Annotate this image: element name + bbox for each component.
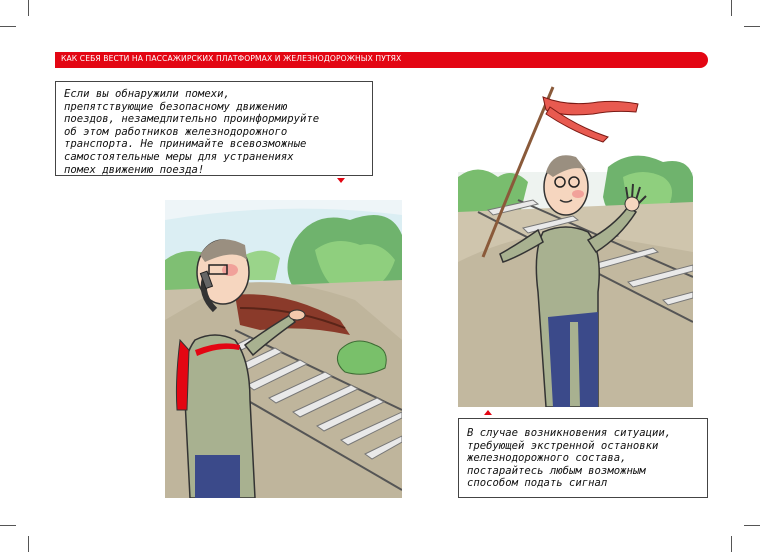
left-caption-box: Если вы обнаружили помехи, препятствующие безопасному движению поездов, незамедлительно проинформируйте об этом работников железнодорожного транспорта. Не принимайте всевозможные самостоятельные меры для устранениях помех движению поезда! bbox=[55, 81, 373, 176]
crop-mark bbox=[731, 0, 732, 16]
right-caption-pointer bbox=[484, 410, 492, 415]
crop-mark bbox=[744, 26, 760, 27]
right-caption-box: В случае возникновения ситуации, требующей экстренной остановки железнодорожного состава, постарайтесь любым возможным способом подать сигнал bbox=[458, 418, 708, 498]
crop-mark bbox=[0, 525, 16, 526]
section-header bbox=[55, 52, 708, 68]
crop-mark bbox=[744, 525, 760, 526]
left-caption-pointer bbox=[337, 178, 345, 183]
crop-mark bbox=[28, 536, 29, 552]
crop-mark bbox=[0, 26, 16, 27]
crop-mark bbox=[28, 0, 29, 16]
section-title: КАК СЕБЯ ВЕСТИ НА ПАССАЖИРСКИХ ПЛАТФОРМАХ И ЖЕЛЕЗНОДОРОЖНЫХ ПУТЯХ bbox=[61, 54, 402, 63]
left-illustration bbox=[165, 200, 402, 498]
crop-mark bbox=[731, 536, 732, 552]
right-illustration bbox=[458, 82, 693, 407]
